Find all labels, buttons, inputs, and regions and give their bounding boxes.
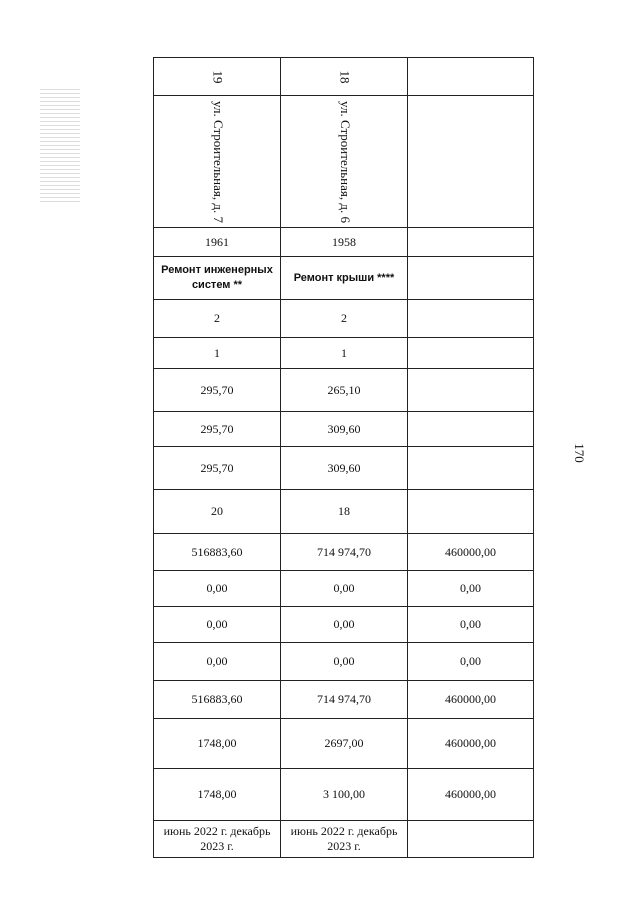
table-cell: 1 [281, 338, 408, 369]
table-row [154, 681, 534, 719]
table-row [154, 719, 534, 769]
table-cell: 309,60 [281, 447, 408, 490]
table-row [154, 369, 534, 412]
table-cell: 0,00 [154, 643, 281, 681]
table-cell: 2 [281, 300, 408, 338]
table-cell: 516883,60 [154, 534, 281, 571]
table-cell [408, 228, 534, 257]
table-cell: 0,00 [154, 607, 281, 643]
table-cell: 295,70 [154, 447, 281, 490]
scan-stamp-mark [40, 88, 80, 202]
table-cell: 0,00 [281, 607, 408, 643]
table-cell [408, 490, 534, 534]
table-cell [408, 300, 534, 338]
table-cell: 2 [154, 300, 281, 338]
table-row [154, 571, 534, 607]
table-cell: 714 974,70 [281, 534, 408, 571]
table-row [154, 534, 534, 571]
table-cell: 1748,00 [154, 719, 281, 769]
table-cell: 460000,00 [408, 534, 534, 571]
table-cell: 460000,00 [408, 719, 534, 769]
table-cell: 295,70 [154, 412, 281, 447]
table-cell: ул. Строительная, д. 6 [281, 96, 408, 228]
table-cell: 460000,00 [408, 769, 534, 821]
table-row [154, 257, 534, 300]
table-cell: 309,60 [281, 412, 408, 447]
table-row [154, 643, 534, 681]
table-cell: 19 [154, 58, 281, 96]
table-cell: 1958 [281, 228, 408, 257]
table-cell [408, 412, 534, 447]
table-row [154, 300, 534, 338]
table-cell: июнь 2022 г. декабрь 2023 г. [281, 821, 408, 858]
table-cell: 295,70 [154, 369, 281, 412]
table-cell [408, 338, 534, 369]
table-cell: 20 [154, 490, 281, 534]
page-number: 170 [572, 443, 587, 463]
table-cell: 18 [281, 490, 408, 534]
table-cell [408, 447, 534, 490]
table-cell: 1748,00 [154, 769, 281, 821]
table-row [154, 447, 534, 490]
table-row [154, 228, 534, 257]
table-cell: 0,00 [408, 607, 534, 643]
table-cell [408, 369, 534, 412]
table-cell: 714 974,70 [281, 681, 408, 719]
table-row [154, 58, 534, 96]
table-cell: Ремонт инженерных систем ** [154, 257, 281, 300]
table-cell: 516883,60 [154, 681, 281, 719]
document-table [153, 57, 534, 858]
table-cell: 18 [281, 58, 408, 96]
table-row [154, 412, 534, 447]
table-cell: 0,00 [408, 571, 534, 607]
table-cell [408, 821, 534, 858]
table-row [154, 821, 534, 858]
table-row [154, 769, 534, 821]
table-cell: 1961 [154, 228, 281, 257]
table-cell: Ремонт крыши **** [281, 257, 408, 300]
table-row [154, 338, 534, 369]
table-cell: 1 [154, 338, 281, 369]
table-row [154, 490, 534, 534]
table-cell: 0,00 [281, 643, 408, 681]
table-cell [408, 96, 534, 228]
table-cell: 265,10 [281, 369, 408, 412]
table-row [154, 607, 534, 643]
table-cell: 0,00 [408, 643, 534, 681]
table-cell [408, 257, 534, 300]
table-row [154, 96, 534, 228]
table-cell: июнь 2022 г. декабрь 2023 г. [154, 821, 281, 858]
table-cell [408, 58, 534, 96]
table-cell: 0,00 [154, 571, 281, 607]
table-cell: ул. Строительная, д. 7 [154, 96, 281, 228]
table-cell: 3 100,00 [281, 769, 408, 821]
table-cell: 2697,00 [281, 719, 408, 769]
table-cell: 460000,00 [408, 681, 534, 719]
table-cell: 0,00 [281, 571, 408, 607]
